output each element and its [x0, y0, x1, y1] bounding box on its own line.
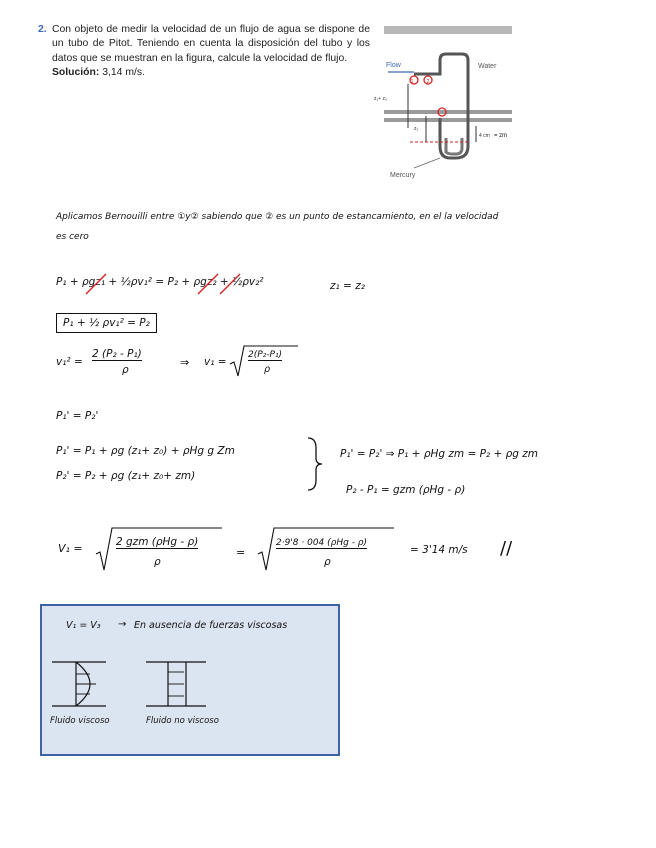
problem-statement [38, 23, 370, 81]
p1-prime-equation: P₁' = P₁ + ρg (z₁+ z₀) + ρHg g Zm [56, 445, 235, 457]
final-lhs: V₁ = [58, 542, 83, 555]
right-brace [304, 436, 324, 492]
channel-wall-lower [384, 118, 512, 122]
implies-arrow: ⇒ [180, 356, 190, 369]
right-equation-2: P₂ - P₁ = gzm (ρHg - ρ) [346, 484, 466, 496]
velocity-profiles [50, 658, 210, 710]
final-denominator-2: ρ [324, 556, 331, 568]
strike-marks [84, 272, 244, 298]
solution-value: 3,14 m/s. [102, 67, 145, 79]
pitot-figure [370, 18, 520, 182]
z2-label: z₂ [414, 126, 419, 132]
viscosity-note-box [40, 604, 340, 756]
mercury-u [446, 138, 462, 154]
point-1-label: 1 [410, 79, 414, 85]
cm-label: 4 cm [479, 133, 490, 139]
v1-root-denominator: ρ [264, 364, 271, 375]
problem-text: Con objeto de medir la velocidad de un flujo de agua se dispone de un tubo de Pitot. Teniendo en cuenta la disposición del tubo y los datos que se muestran en la figura, calcule la velocidad de flujo. [52, 24, 370, 64]
label-inviscid: Fluido no viscoso [146, 716, 219, 726]
mercury-label: Mercury [390, 172, 416, 179]
final-numerator-1: 2 gzm (ρHg - ρ) [116, 536, 199, 548]
mercury-leader [414, 158, 440, 168]
v1-squared-lhs: v₁² = [56, 356, 83, 368]
final-denominator-1: ρ [154, 556, 161, 568]
top-bar [384, 26, 512, 34]
intro-line-2: es cero [56, 232, 89, 242]
flow-label: Flow [386, 62, 401, 69]
final-numerator-2: 2·9'8 · 004 (ρHg - ρ) [276, 538, 368, 548]
right-equation-1: P₁' = P₂' ⇒ P₁ + ρHg zm = P₂ + ρg zm [340, 448, 539, 460]
v1-squared-numerator: 2 (P₂ - P₁) [92, 348, 142, 360]
equals-sign: = [236, 546, 246, 559]
zm-label: = zm [494, 133, 508, 139]
intro-line-1: Aplicamos Bernouilli entre ①y② sabiendo que ② es un punto de estancamiento, en el la velocidad [56, 212, 499, 222]
solution-label: Solución: [52, 67, 100, 79]
label-viscous: Fluido viscoso [50, 716, 110, 726]
result-mark: // [500, 538, 513, 559]
v1-lhs: v₁ = [204, 356, 227, 368]
point-2-label: 2 [426, 79, 430, 85]
final-result: = 3'14 m/s [410, 544, 468, 556]
boxed-equation: P₁ + ½ ρv₁² = P₂ [56, 313, 157, 333]
box-title-eq: V₁ = V₃ [66, 620, 101, 631]
v1-root-numerator: 2(P₂-P₁) [248, 350, 283, 360]
box-title-text: En ausencia de fuerzas viscosas [134, 620, 288, 631]
problem-number: 2. [38, 24, 47, 35]
z1z0-label: z₁+ z₀ [374, 96, 388, 102]
p2-prime-equation: P₂' = P₂ + ρg (z₁+ z₀+ zm) [56, 470, 196, 482]
v1-squared-denominator: ρ [122, 364, 129, 376]
pressure-equal: P₁' = P₂' [56, 410, 99, 422]
z-equal: z₁ = z₂ [330, 280, 365, 292]
channel-wall [384, 110, 512, 114]
bernoulli-equation: P₁ + ρgz₁ + ½ρv₁² = P₂ + ρgz₂ + ½ρv₂² [56, 276, 264, 288]
box-arrow: → [118, 619, 127, 630]
water-label: Water [478, 63, 497, 70]
